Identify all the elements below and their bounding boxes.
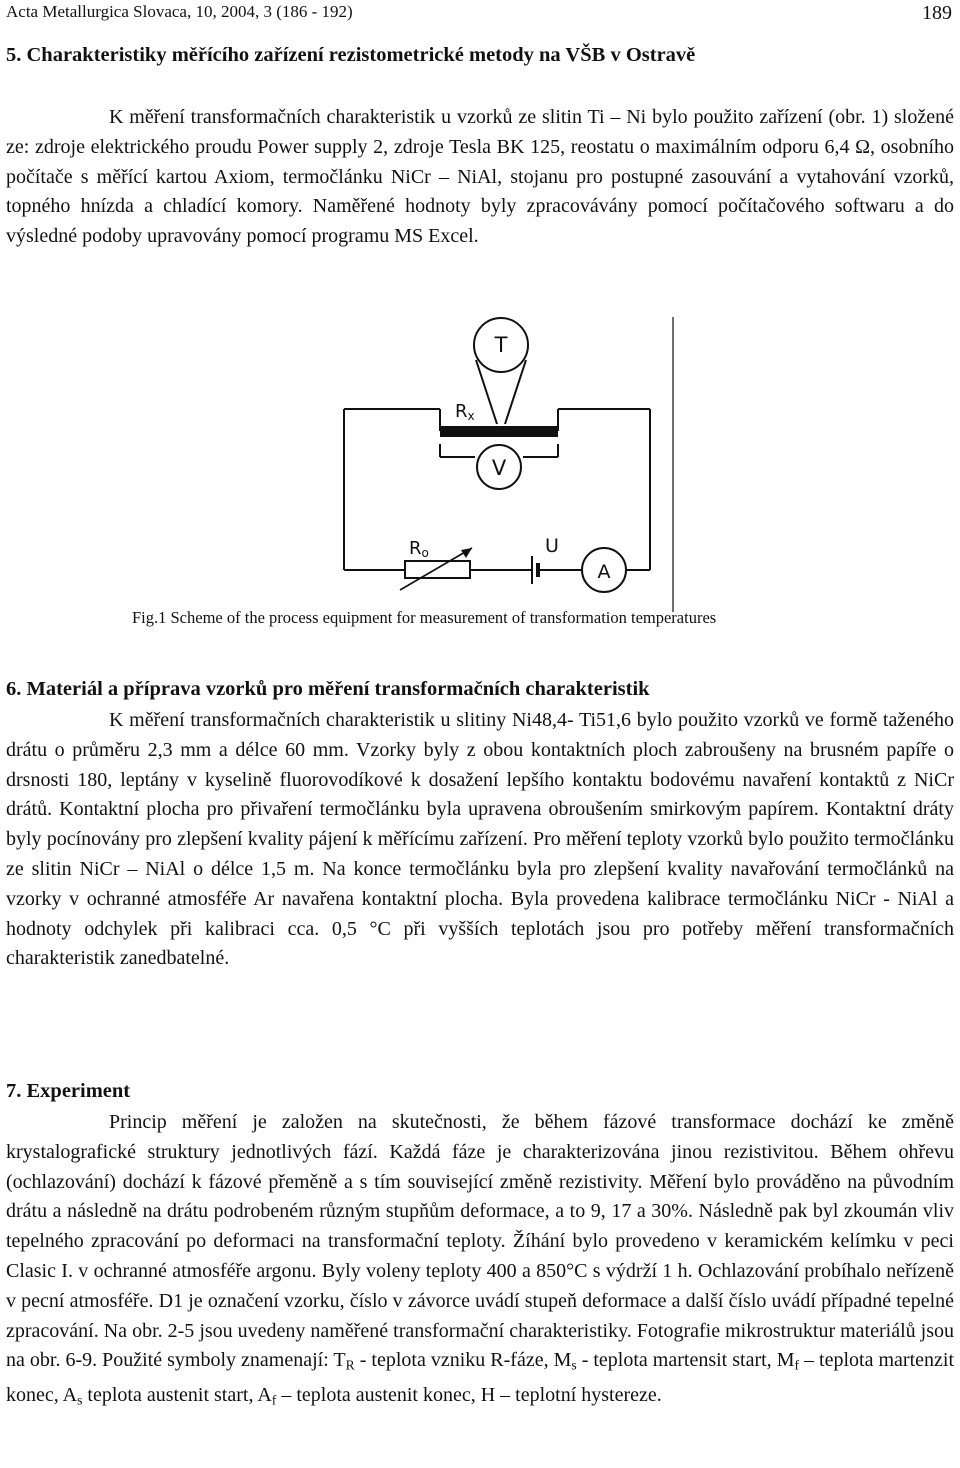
voltmeter-label: V <box>491 456 507 480</box>
sample-label: Rx <box>455 401 475 423</box>
rheostat-label: Ro <box>409 538 429 560</box>
symbol-ms-text: - teplota martensit start, M <box>576 1349 795 1372</box>
section-5-title: 5. Charakteristiky měřícího zařízení rezistometrické metody na VŠB v Ostravě <box>6 44 696 66</box>
thermocouple-lead-right <box>505 360 526 424</box>
thermocouple-lead-left <box>476 360 497 424</box>
section-7-title: 7. Experiment <box>6 1080 131 1102</box>
symbol-tr-text: - teplota vzniku R-fáze, M <box>354 1349 572 1372</box>
symbol-as-subscript: s <box>77 1391 83 1407</box>
thermocouple-label: T <box>494 333 508 357</box>
rheostat-body <box>405 561 470 578</box>
symbol-as-text: teplota austenit start, A <box>82 1383 272 1406</box>
symbol-tr-subscript: R <box>345 1357 355 1373</box>
sample-rx-bar <box>440 426 558 437</box>
section-7-paragraph <box>6 1108 954 1415</box>
figure-caption: Fig.1 Scheme of the process equipment for measurement of transformation temperatures <box>132 608 717 627</box>
symbol-af-text: – teplota austenit konec, H – teplotní hystereze. <box>276 1383 662 1406</box>
circuit-diagram <box>330 312 680 612</box>
section-5-paragraph: K měření transformačních charakteristik u vzorků ze slitin Ti – Ni bylo použito zařízení (obr. 1) složené ze: zdroje elektrického proudu Power supply 2, zdroje Tesla BK 125, reostatu o maximálním odporu 6,4 Ω, osobního počítače s měřící kartou Axiom, termočlánku NiCr – NiAl, stojanu pro postupné zasouvání a vytahování vzorků, topného hnízda a chladící komory. Naměřené hodnoty byly zpracovávány pomocí počítačového softwaru a do výsledné podoby upravovány pomocí programu MS Excel. <box>6 106 954 248</box>
section-6-paragraph: K měření transformačních charakteristik u slitiny Ni48,4- Ti51,6 bylo použito vzorků ve formě taženého drátu o průměru 2,3 mm a délce 60 mm. Vzorky byly z obou kontaktních ploch zabroušeny na brusném papíře o drsnosti 180, leptány v kyselině fluorovodíkové k dosažení lepšího kontaktu bodovému navaření kontaktů z NiCr drátů. Kontaktní plocha pro přivaření termočlánku byla upravena obroušením smirkovým papírem. Kontaktní dráty byly pocínovány pro zlepšení kvality pájení k měřícímu zařízení. Pro měření teploty vzorků bylo použito termočlánku ze slitin NiCr – NiAl o délce 1,5 m. Na konce termočlánku byla pro zlepšení kvality navařování termočlánků na vzorky v ochranné atmosféře Ar navařena kontaktní plocha. Byla provedena kalibrace termočlánku NiCr - NiAl a hodnoty odchylek při kalibraci cca. 0,5 °C při vyšších teplotách jsou pro potřeby měření transformačních charakteristik zanedbatelné. <box>6 709 954 970</box>
section-6-title: 6. Materiál a příprava vzorků pro měření transformačních charakteristik <box>6 678 650 700</box>
section-7-text: Princip měření je založen na skutečnosti, že během fázové transformace dochází ke změně krystalografické struktury jednotlivých fází. Každá fáze je charakterizována jinou rezistivitou. Během ohřevu (ochlazování) dochází k fázové přeměně a s tím související změně rezistivity. Měření bylo prováděno na původním drátu a následně na drátu podrobeném různým stupňům deformace, a to 9, 17 a 30%. Následně pak byl zkoumán vliv tepelného zpracování po deformaci na transformační teploty. Žíhání bylo provedeno v keramickém kelímku v peci Clasic I. v ochranné atmosféře argonu. Byly voleny teploty 400 a 850°C s výdrží 1 h. Ochlazování probíhalo neřízeně v pecní atmosféře. D1 je označení vzorku, číslo v závorce uvádí stupeň deformace a další číslo uvádí případné tepelné zpracování. Na obr. 2-5 jsou uvedeny naměřené transformační charakteristiky. Fotografie mikrostruktur materiálů jsou na obr. 6-9. Použité symboly znamenají: T <box>6 1111 954 1372</box>
journal-citation: Acta Metallurgica Slovaca, 10, 2004, 3 (186 - 192) <box>6 2 353 21</box>
symbol-af-subscript: f <box>271 1391 277 1407</box>
symbol-ms-subscript: s <box>571 1357 577 1373</box>
symbol-mf-text: – teplota martenzit konec, A <box>6 1349 954 1406</box>
ammeter-label: A <box>597 561 611 583</box>
page-number: 189 <box>922 2 952 24</box>
source-label: U <box>545 535 559 557</box>
circuit-scheme-figure <box>330 312 680 612</box>
page-header <box>6 2 952 26</box>
symbol-mf-subscript: f <box>794 1357 800 1373</box>
